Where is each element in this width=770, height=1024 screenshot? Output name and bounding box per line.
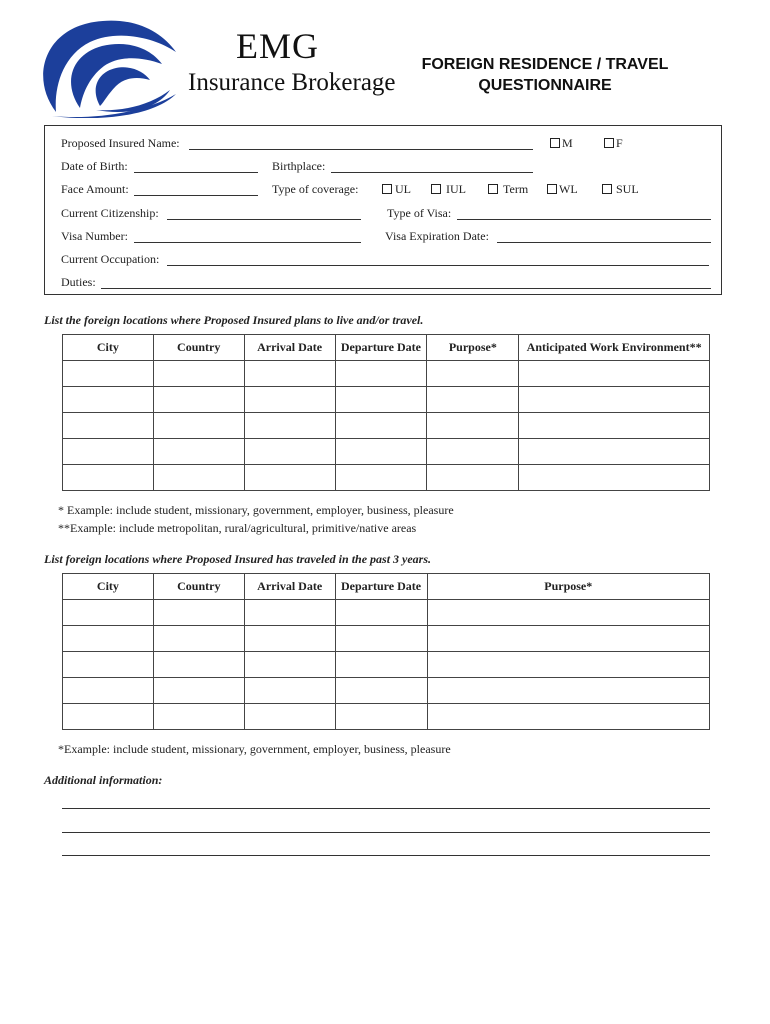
current-occupation-label: Current Occupation: [61,252,160,266]
table-cell[interactable] [63,361,154,387]
table-row [63,387,710,413]
column-header-country: Country [153,335,244,361]
date-of-birth-field[interactable] [134,172,258,173]
table-cell[interactable] [244,652,335,678]
coverage-ul-checkbox[interactable] [382,184,392,194]
column-header-work-environment: Anticipated Work Environment** [519,335,710,361]
table-cell[interactable] [427,361,519,387]
past-travel-table [62,573,710,730]
table-cell[interactable] [427,678,709,704]
gender-m-checkbox[interactable] [550,138,560,148]
table-cell[interactable] [427,413,519,439]
visa-number-field[interactable] [134,242,361,243]
table-cell[interactable] [63,678,154,704]
visa-expiration-label: Visa Expiration Date: [385,229,489,243]
column-header-arrival-date: Arrival Date [244,335,335,361]
additional-information-heading: Additional information: [44,773,163,787]
gender-f-label: F [616,136,623,150]
table-cell[interactable] [153,387,244,413]
coverage-iul-label: IUL [446,182,466,196]
duties-label: Duties: [61,275,96,289]
past-purpose-example-note: *Example: include student, missionary, government, employer, business, pleasure [58,742,451,756]
table-cell[interactable] [335,413,427,439]
column-header-city: City [63,574,154,600]
table-cell[interactable] [63,439,154,465]
column-header-purpose: Purpose* [427,335,519,361]
table-cell[interactable] [335,626,427,652]
coverage-wl-checkbox[interactable] [547,184,557,194]
column-header-departure-date: Departure Date [335,574,427,600]
table-cell[interactable] [153,600,244,626]
brand-subtitle: Insurance Brokerage [188,69,396,96]
table-cell[interactable] [519,439,710,465]
table-row [63,704,710,730]
table-cell[interactable] [427,387,519,413]
gender-f-checkbox[interactable] [604,138,614,148]
table-cell[interactable] [153,439,244,465]
column-header-departure-date: Departure Date [335,335,427,361]
form-title-line1: FOREIGN RESIDENCE / TRAVEL [421,56,669,73]
table-cell[interactable] [244,704,335,730]
table-cell[interactable] [244,439,335,465]
table-cell[interactable] [244,678,335,704]
table-row [63,600,710,626]
table-cell[interactable] [63,704,154,730]
table-cell[interactable] [63,413,154,439]
table-cell[interactable] [335,387,427,413]
table-cell[interactable] [153,413,244,439]
table-cell[interactable] [244,600,335,626]
planned-locations-heading: List the foreign locations where Proposed Insured plans to live and/or travel. [44,313,424,327]
table-cell[interactable] [63,465,154,491]
table-cell[interactable] [63,626,154,652]
table-cell[interactable] [427,465,519,491]
table-cell[interactable] [153,465,244,491]
coverage-iul-checkbox[interactable] [431,184,441,194]
column-header-purpose: Purpose* [427,574,709,600]
table-cell[interactable] [244,361,335,387]
current-occupation-field[interactable] [167,265,709,266]
purpose-example-note: * Example: include student, missionary, government, employer, business, pleasure [58,503,454,517]
current-citizenship-label: Current Citizenship: [61,206,159,220]
table-cell[interactable] [519,413,710,439]
column-header-country: Country [153,574,244,600]
table-cell[interactable] [63,600,154,626]
coverage-sul-checkbox[interactable] [602,184,612,194]
table-cell[interactable] [427,439,519,465]
type-of-coverage-label: Type of coverage: [272,182,359,196]
planned-locations-table [62,334,710,491]
table-cell[interactable] [335,652,427,678]
table-cell[interactable] [244,387,335,413]
table-row [63,678,710,704]
table-cell[interactable] [335,439,427,465]
face-amount-label: Face Amount: [61,182,129,196]
table-cell[interactable] [427,600,709,626]
table-cell[interactable] [153,652,244,678]
table-cell[interactable] [335,678,427,704]
table-row [63,361,710,387]
table-cell[interactable] [153,361,244,387]
type-of-visa-field[interactable] [457,219,711,220]
table-row [63,413,710,439]
additional-information-line[interactable] [62,855,710,856]
date-of-birth-label: Date of Birth: [61,159,128,173]
table-header-row [63,574,710,600]
form-title [400,54,690,96]
applicant-info-box [44,125,722,295]
table-header-row [63,335,710,361]
gender-m-label: M [562,136,573,150]
table-cell[interactable] [63,387,154,413]
table-cell[interactable] [427,652,709,678]
coverage-wl-label: WL [559,182,578,196]
birthplace-field[interactable] [331,172,533,173]
work-environment-example-note: **Example: include metropolitan, rural/agricultural, primitive/native areas [58,521,417,535]
additional-information-line[interactable] [62,832,710,833]
table-row [63,652,710,678]
proposed-insured-name-field[interactable] [189,149,533,150]
past-travel-heading: List foreign locations where Proposed Insured has traveled in the past 3 years. [44,552,432,566]
table-cell[interactable] [519,387,710,413]
coverage-ul-label: UL [395,182,411,196]
table-cell[interactable] [335,465,427,491]
table-row [63,626,710,652]
table-cell[interactable] [244,413,335,439]
birthplace-label: Birthplace: [272,159,326,173]
coverage-term-checkbox[interactable] [488,184,498,194]
form-title-line2: QUESTIONNAIRE [478,77,612,94]
face-amount-field[interactable] [134,195,258,196]
proposed-insured-name-label: Proposed Insured Name: [61,136,180,150]
coverage-term-label: Term [503,182,529,196]
emg-logo-icon [36,16,186,118]
visa-expiration-field[interactable] [497,242,711,243]
table-cell[interactable] [244,465,335,491]
table-row [63,439,710,465]
brand-name: EMG [236,26,319,66]
column-header-arrival-date: Arrival Date [244,574,335,600]
coverage-sul-label: SUL [616,182,639,196]
table-cell[interactable] [427,626,709,652]
table-cell[interactable] [244,626,335,652]
table-cell[interactable] [519,465,710,491]
table-cell[interactable] [335,361,427,387]
table-cell[interactable] [153,704,244,730]
table-cell[interactable] [335,704,427,730]
table-cell[interactable] [63,652,154,678]
table-cell[interactable] [519,361,710,387]
table-cell[interactable] [335,600,427,626]
current-citizenship-field[interactable] [167,219,361,220]
table-row [63,465,710,491]
additional-information-line[interactable] [62,808,710,809]
type-of-visa-label: Type of Visa: [387,206,452,220]
table-cell[interactable] [427,704,709,730]
column-header-city: City [63,335,154,361]
duties-field[interactable] [101,288,711,289]
table-cell[interactable] [153,678,244,704]
table-cell[interactable] [153,626,244,652]
visa-number-label: Visa Number: [61,229,128,243]
